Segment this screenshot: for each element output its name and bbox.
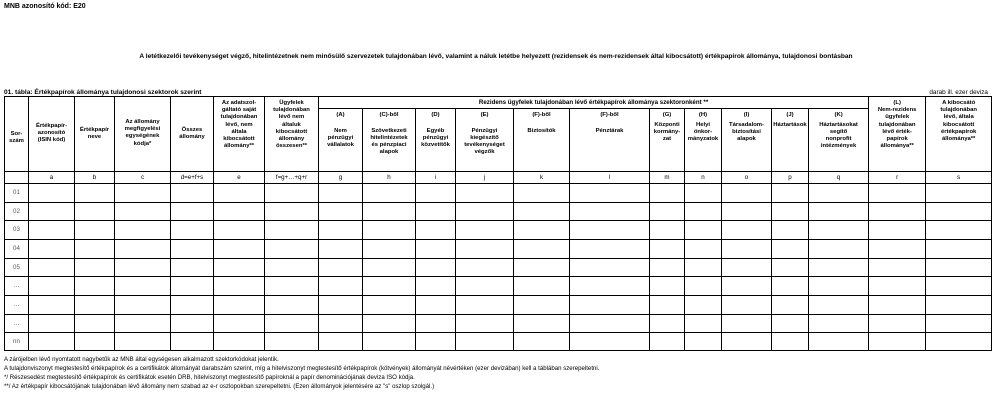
column-letter: i — [416, 171, 456, 183]
data-cell[interactable] — [722, 277, 772, 296]
data-cell[interactable] — [171, 314, 214, 333]
data-cell[interactable] — [319, 184, 363, 203]
data-cell[interactable] — [869, 296, 926, 315]
header-col-h — [363, 109, 416, 171]
data-cell[interactable] — [570, 277, 650, 296]
table-row — [5, 221, 992, 240]
data-cell[interactable] — [29, 240, 75, 259]
data-cell[interactable] — [926, 314, 992, 333]
data-cell[interactable] — [265, 184, 319, 203]
header-col-p — [772, 109, 809, 171]
footnote: **/ Az értékpapír kibocsátójának tulajdonában lévő állomány nem szabad az e-r oszlopokban szerepeltetni. (Ezen állományok jelentésére az "s" oszlop szolgál.) — [4, 382, 435, 390]
data-cell[interactable] — [869, 258, 926, 277]
table-row — [5, 277, 992, 296]
sector-name: Társadalom- biztosítási alapok — [728, 121, 765, 143]
data-cell[interactable] — [869, 240, 926, 259]
data-cell[interactable] — [115, 258, 171, 277]
data-cell[interactable] — [29, 221, 75, 240]
column-letter: j — [456, 171, 514, 183]
data-cell[interactable] — [363, 333, 416, 351]
data-cell[interactable] — [772, 258, 809, 277]
data-cell[interactable] — [772, 277, 809, 296]
header-col-k — [514, 109, 570, 171]
data-cell[interactable] — [722, 314, 772, 333]
data-cell[interactable] — [75, 333, 115, 351]
data-cell[interactable] — [869, 184, 926, 203]
data-cell[interactable] — [265, 202, 319, 221]
column-letter: n — [685, 171, 722, 183]
data-cell[interactable] — [214, 333, 265, 351]
data-cell[interactable] — [29, 202, 75, 221]
sector-code: (D) — [431, 112, 440, 119]
data-cell[interactable] — [869, 202, 926, 221]
row-number: … — [5, 314, 29, 333]
data-cell[interactable] — [722, 258, 772, 277]
data-cell[interactable] — [809, 221, 869, 240]
data-cell[interactable] — [685, 333, 722, 351]
data-cell[interactable] — [456, 240, 514, 259]
table-row — [5, 240, 992, 259]
data-cell[interactable] — [319, 296, 363, 315]
data-cell[interactable] — [514, 314, 570, 333]
data-cell[interactable] — [570, 184, 650, 203]
row-number: … — [5, 277, 29, 296]
data-cell[interactable] — [319, 258, 363, 277]
header-col-m — [650, 109, 685, 171]
sector-code: (K) — [834, 112, 843, 119]
data-cell[interactable] — [171, 184, 214, 203]
data-cell[interactable] — [29, 296, 75, 315]
data-cell[interactable] — [319, 221, 363, 240]
data-cell[interactable] — [75, 314, 115, 333]
data-cell[interactable] — [416, 221, 456, 240]
data-cell[interactable] — [416, 202, 456, 221]
header-col-r: (L) Nem-rezidens ügyfelek tulajdonában lévő érték- papírok állománya** — [869, 97, 926, 172]
column-letter: r — [869, 171, 926, 183]
data-cell[interactable] — [772, 221, 809, 240]
data-cell[interactable] — [214, 184, 265, 203]
data-cell[interactable] — [214, 258, 265, 277]
data-cell[interactable] — [75, 240, 115, 259]
data-cell[interactable] — [363, 296, 416, 315]
data-cell[interactable] — [456, 202, 514, 221]
data-cell[interactable] — [869, 333, 926, 351]
data-cell[interactable] — [75, 184, 115, 203]
sector-name: Háztartásokat segítő nonprofit intézmények — [819, 121, 858, 150]
column-letter: m — [650, 171, 685, 183]
data-cell[interactable] — [685, 296, 722, 315]
data-cell[interactable] — [772, 202, 809, 221]
row-number: nn — [5, 333, 29, 351]
table-row — [5, 184, 992, 203]
data-cell[interactable] — [265, 333, 319, 351]
data-cell[interactable] — [650, 258, 685, 277]
column-letter: b — [75, 171, 115, 183]
data-cell[interactable] — [722, 333, 772, 351]
data-cell[interactable] — [416, 314, 456, 333]
data-cell[interactable] — [416, 296, 456, 315]
sector-name: Pénzügyi kiegészítő tevékenységet végzők — [464, 127, 505, 156]
data-cell[interactable] — [809, 240, 869, 259]
data-cell[interactable] — [650, 333, 685, 351]
data-cell[interactable] — [772, 314, 809, 333]
sector-name: Biztosítók — [527, 127, 556, 134]
data-cell[interactable] — [926, 221, 992, 240]
data-cell[interactable] — [650, 184, 685, 203]
data-cell[interactable] — [514, 296, 570, 315]
data-cell[interactable] — [416, 333, 456, 351]
data-cell[interactable] — [319, 202, 363, 221]
data-cell[interactable] — [570, 258, 650, 277]
data-cell[interactable] — [926, 240, 992, 259]
data-cell[interactable] — [319, 240, 363, 259]
data-cell[interactable] — [570, 240, 650, 259]
data-cell[interactable] — [926, 184, 992, 203]
data-cell[interactable] — [456, 184, 514, 203]
data-cell[interactable] — [926, 296, 992, 315]
data-cell[interactable] — [685, 277, 722, 296]
data-cell[interactable] — [926, 258, 992, 277]
data-cell[interactable] — [926, 202, 992, 221]
column-letter: a — [29, 171, 75, 183]
sector-name: Egyéb pénzügyi közvetítők — [421, 127, 450, 149]
data-cell[interactable] — [685, 258, 722, 277]
data-cell[interactable] — [772, 184, 809, 203]
data-cell[interactable] — [570, 314, 650, 333]
header-col-f: Ügyfelek tulajdonában lévő nem általuk kibocsátott állomány összesen** — [265, 97, 319, 172]
data-cell[interactable] — [456, 314, 514, 333]
data-cell[interactable] — [171, 221, 214, 240]
row-number: 05 — [5, 258, 29, 277]
data-cell[interactable] — [722, 202, 772, 221]
header-col-a: Értékpapír- azonosító (ISIN kód) — [29, 97, 75, 172]
row-number: 02 — [5, 202, 29, 221]
data-cell[interactable] — [265, 314, 319, 333]
column-letter: k — [514, 171, 570, 183]
row-number: 01 — [5, 184, 29, 203]
data-cell[interactable] — [363, 314, 416, 333]
data-cell[interactable] — [214, 240, 265, 259]
data-cell[interactable] — [685, 314, 722, 333]
data-table — [4, 96, 992, 351]
sector-code: (C)-ből — [379, 112, 399, 119]
data-cell[interactable] — [416, 258, 456, 277]
data-cell[interactable] — [29, 258, 75, 277]
data-cell[interactable] — [29, 277, 75, 296]
table-row — [5, 296, 992, 315]
table-row — [5, 258, 992, 277]
data-cell[interactable] — [926, 333, 992, 351]
data-cell[interactable] — [265, 221, 319, 240]
data-cell[interactable] — [214, 296, 265, 315]
data-cell[interactable] — [75, 258, 115, 277]
header-col-l — [570, 109, 650, 171]
data-cell[interactable] — [75, 296, 115, 315]
header-col-q — [809, 109, 869, 171]
data-cell[interactable] — [456, 277, 514, 296]
data-cell[interactable] — [722, 184, 772, 203]
data-cell[interactable] — [772, 240, 809, 259]
sector-code: (I) — [743, 112, 750, 119]
sector-code: (E) — [480, 112, 489, 119]
data-cell[interactable] — [685, 202, 722, 221]
data-cell[interactable] — [809, 296, 869, 315]
data-cell[interactable] — [115, 277, 171, 296]
data-cell[interactable] — [363, 184, 416, 203]
column-letter: h — [363, 171, 416, 183]
header-col-c: Az állomány megfigyelési egységének kódja* — [115, 97, 171, 172]
data-cell[interactable] — [869, 277, 926, 296]
data-cell[interactable] — [265, 258, 319, 277]
data-cell[interactable] — [514, 202, 570, 221]
data-cell[interactable] — [772, 333, 809, 351]
footnotes — [4, 356, 599, 392]
header-col-i — [416, 109, 456, 171]
sector-code: (F)-ből — [600, 112, 619, 119]
data-cell[interactable] — [319, 333, 363, 351]
data-cell[interactable] — [685, 184, 722, 203]
column-letter: d=e+f+s — [171, 171, 214, 183]
data-cell[interactable] — [650, 296, 685, 315]
table-row — [5, 314, 992, 333]
data-cell[interactable] — [514, 258, 570, 277]
unit-label: darab ill. ezer deviza — [929, 89, 988, 96]
data-cell[interactable] — [29, 184, 75, 203]
data-cell[interactable] — [722, 296, 772, 315]
data-cell[interactable] — [685, 240, 722, 259]
data-cell[interactable] — [214, 314, 265, 333]
data-cell[interactable] — [214, 221, 265, 240]
data-cell[interactable] — [456, 333, 514, 351]
data-cell[interactable] — [319, 277, 363, 296]
data-cell[interactable] — [115, 184, 171, 203]
column-letter: c — [115, 171, 171, 183]
data-cell[interactable] — [416, 240, 456, 259]
data-cell[interactable] — [115, 202, 171, 221]
data-cell[interactable] — [319, 314, 363, 333]
header-sector-group: Rezidens ügyfelek tulajdonában lévő értékpapírok állománya szektoronként ** — [319, 97, 869, 109]
data-cell[interactable] — [363, 240, 416, 259]
footnote: A tulajdonviszonyt megtestesítő értékpapírok és a certifikátok állományát darabszám szerint, míg a hitelviszonyt megtestesítő értékpapírok (kötvények) állományát névértéken (ezer devizában) kell a táblában szerepeltetni. — [4, 364, 600, 372]
column-letter: e — [214, 171, 265, 183]
data-cell[interactable] — [115, 333, 171, 351]
sector-code: (F)-ből — [532, 112, 551, 119]
footnote: A zárójelben lévő nyomtatott nagybetűk az MNB által egységesen alkalmazott szektorkódokat jelentik. — [4, 356, 279, 363]
data-cell[interactable] — [171, 277, 214, 296]
data-cell[interactable] — [416, 277, 456, 296]
data-cell[interactable] — [171, 202, 214, 221]
data-cell[interactable] — [363, 258, 416, 277]
data-cell[interactable] — [265, 296, 319, 315]
data-cell[interactable] — [570, 333, 650, 351]
header-col-o — [722, 109, 772, 171]
data-cell[interactable] — [29, 333, 75, 351]
data-cell[interactable] — [171, 258, 214, 277]
header-col-s: A kibocsátó tulajdonában lévő, általa kibocsátott értékpapírok állománya** — [926, 97, 992, 172]
data-cell[interactable] — [570, 296, 650, 315]
header-col-e: Az adatszol- gáltató saját tulajdonában lévő, nem általa kibocsátott állomány** — [214, 97, 265, 172]
sector-name: Helyi önkor- mányzatok — [687, 121, 719, 143]
data-cell[interactable] — [722, 221, 772, 240]
header-col-j — [456, 109, 514, 171]
data-cell[interactable] — [363, 221, 416, 240]
main-title: A letétkezelői tevékenységet végző, hitelintézetnek nem minősülő szervezetek tulajdonában lévő, valamint a náluk letétbe helyezett (rezidensek és nem-rezidensek által kibocsátott) értékpapírok állománya, tulajdonosi bontásban — [139, 53, 853, 60]
data-cell[interactable] — [570, 221, 650, 240]
column-letter: q — [809, 171, 869, 183]
data-cell[interactable] — [29, 314, 75, 333]
sector-name: Központi kormány- zat — [653, 121, 681, 143]
data-cell[interactable] — [570, 202, 650, 221]
data-cell[interactable] — [171, 240, 214, 259]
column-letter: f=g+…+q+r — [265, 171, 319, 183]
data-cell[interactable] — [171, 333, 214, 351]
row-number: … — [5, 296, 29, 315]
data-cell[interactable] — [869, 221, 926, 240]
data-cell[interactable] — [650, 202, 685, 221]
data-cell[interactable] — [75, 202, 115, 221]
data-cell[interactable] — [772, 296, 809, 315]
data-cell[interactable] — [926, 277, 992, 296]
header-col-n — [685, 109, 722, 171]
header-col-d: Összes állomány — [171, 97, 214, 172]
column-letter: p — [772, 171, 809, 183]
data-cell[interactable] — [115, 240, 171, 259]
data-cell[interactable] — [809, 277, 869, 296]
row-number: 04 — [5, 240, 29, 259]
form-code: MNB azonosító kód: E20 — [4, 3, 86, 10]
data-cell[interactable] — [869, 314, 926, 333]
data-cell[interactable] — [363, 277, 416, 296]
data-cell[interactable] — [514, 221, 570, 240]
data-cell[interactable] — [456, 221, 514, 240]
data-cell[interactable] — [685, 221, 722, 240]
column-letter: l — [570, 171, 650, 183]
data-cell[interactable] — [456, 296, 514, 315]
table-row — [5, 202, 992, 221]
data-cell[interactable] — [363, 202, 416, 221]
row-number: 03 — [5, 221, 29, 240]
data-cell[interactable] — [514, 333, 570, 351]
column-letter: o — [722, 171, 772, 183]
data-cell[interactable] — [456, 258, 514, 277]
data-cell[interactable] — [650, 277, 685, 296]
sector-code: (G) — [662, 112, 672, 119]
table-row — [5, 333, 992, 351]
sector-name: Pénztárak — [595, 127, 624, 134]
data-cell[interactable] — [809, 202, 869, 221]
data-cell[interactable] — [650, 314, 685, 333]
column-letter: s — [926, 171, 992, 183]
data-cell[interactable] — [809, 333, 869, 351]
column-letter: g — [319, 171, 363, 183]
sector-name: Szövetkezeti hitelintézetek és pénzpiaci alapok — [370, 127, 408, 156]
sector-name: Nem pénzügyi vállalatok — [327, 127, 354, 149]
table-name: 01. tábla: Értékpapírok állománya tulajdonosi szektorok szerint — [4, 89, 202, 96]
sector-code: (J) — [786, 112, 794, 119]
sector-code: (H) — [698, 112, 708, 119]
column-letter — [5, 171, 29, 183]
header-sorszam: Sor- szám — [5, 97, 29, 172]
header-col-g — [319, 109, 363, 171]
data-cell[interactable] — [514, 184, 570, 203]
data-cell[interactable] — [265, 277, 319, 296]
data-cell[interactable] — [514, 240, 570, 259]
data-cell[interactable] — [809, 258, 869, 277]
header-col-b: Értékpapír neve — [75, 97, 115, 172]
sector-code: (A) — [336, 112, 345, 119]
data-cell[interactable] — [514, 277, 570, 296]
data-cell[interactable] — [650, 240, 685, 259]
data-cell[interactable] — [214, 277, 265, 296]
data-cell[interactable] — [75, 277, 115, 296]
data-cell[interactable] — [722, 240, 772, 259]
data-cell[interactable] — [171, 296, 214, 315]
data-cell[interactable] — [115, 296, 171, 315]
data-cell[interactable] — [265, 240, 319, 259]
data-cell[interactable] — [809, 314, 869, 333]
data-cell[interactable] — [416, 184, 456, 203]
data-cell[interactable] — [75, 221, 115, 240]
data-cell[interactable] — [809, 184, 869, 203]
data-cell[interactable] — [650, 221, 685, 240]
data-cell[interactable] — [115, 221, 171, 240]
footnote: */ Részesedést megtestesítő értékpapírok és certifikátok esetén DRB, hitelviszonyt megtestesítő papíroknál a papír denominációjának deviza ISO kódja. — [4, 373, 415, 381]
sector-name: Háztartások — [773, 121, 807, 128]
data-cell[interactable] — [214, 202, 265, 221]
data-cell[interactable] — [115, 314, 171, 333]
